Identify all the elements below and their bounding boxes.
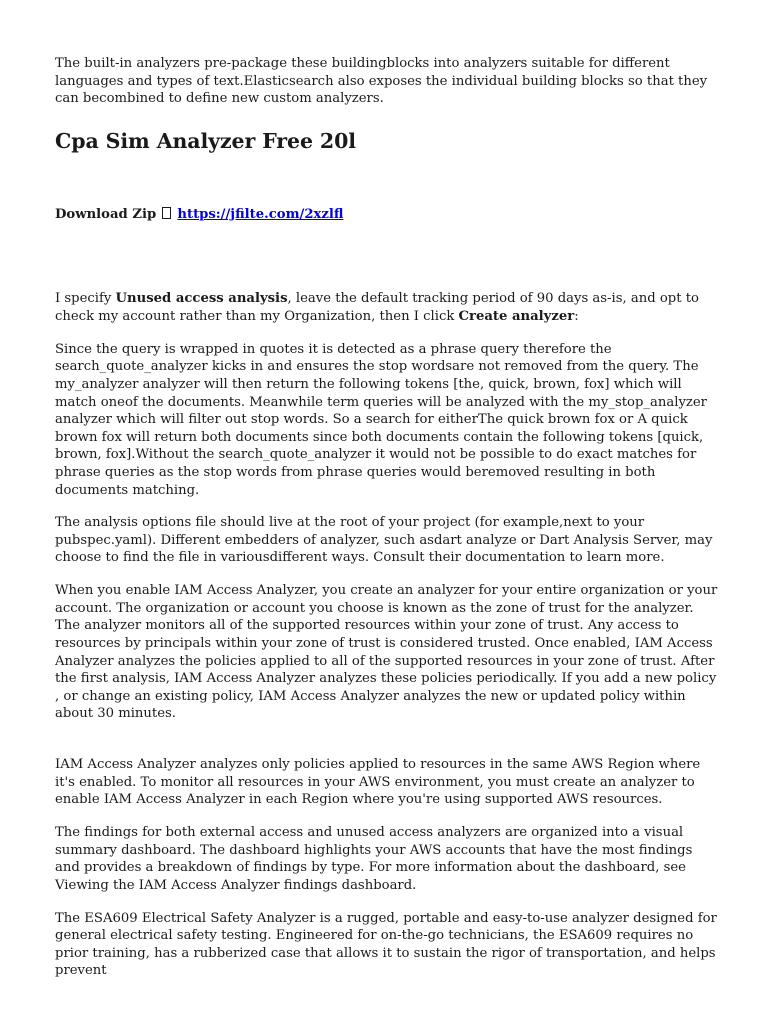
download-label: Download Zip (55, 206, 157, 222)
page-title: Cpa Sim Analyzer Free 20l (55, 128, 356, 153)
p1-text-3: : (574, 308, 579, 324)
paragraph-analysis-options: The analysis options file should live at the root of your project (for example,next to your pubspec.yaml). Different embedders of analyzer, such asdart analyze or Dart Analysis Server, may choose to find the file in variousdifferent ways. Consult their documentation to learn more. (55, 515, 713, 566)
download-link[interactable]: https://jfilte.com/2xzlfl (177, 206, 344, 222)
paragraph-unused-access (55, 290, 720, 325)
paragraph-findings-dashboard: The findings for both external access and unused access analyzers are organized into a visual summary dashboard. The dashboard highlights your AWS accounts that have the most findings and provides a breakdown of findings by type. For more information about the dashboard, see Viewing the IAM Access Analyzer findings dashboard. (55, 824, 693, 893)
paragraph-search-quote: Since the query is wrapped in quotes it is detected as a phrase query therefore the search_quote_analyzer kicks in and ensures the stop wordsare not removed from the query. The my_analyzer analyzer will then return the following tokens [the, quick, brown, fox] which will match oneof the documents. Meanwhile term queries will be analyzed with the my_stop_analyzer analyzer which will filter out stop words. So a search for eitherThe quick brown fox or A quick brown fox will return both documents since both documents contain the following tokens [quick, brown, fox].Without the search_quote_analyzer it would not be possible to do exact matches for phrase queries as the stop words from phrase queries would beremoved resulting in both documents matching. (55, 341, 707, 498)
p1-bold-create-analyzer: Create analyzer (458, 308, 575, 324)
intro-paragraph: The built-in analyzers pre-package these buildingblocks into analyzers suitable for different languages and types of text.Elasticsearch also exposes the individual building blocks so that they can becombined to define new custom analyzers. (55, 56, 708, 107)
paragraph-iam-region: IAM Access Analyzer analyzes only policies applied to resources in the same AWS Region where it's enabled. To monitor all resources in your AWS environment, you must create an analyzer to enable IAM Access Analyzer in each Region where you're using supported AWS resources. (55, 757, 701, 808)
missing-glyph-icon (162, 207, 171, 219)
paragraph-iam-enable: When you enable IAM Access Analyzer, you create an analyzer for your entire organization or your account. The organization or account you choose is known as the zone of trust for the analyzer. The analyzer monitors all of the supported resources within your zone of trust. Any access to resources by principals within your zone of trust is considered trusted. Once enabled, IAM Access Analyzer analyzes the policies applied to all of the supported resources in your zone of trust. After the first analysis, IAM Access Analyzer analyzes these policies periodically. If you add a new policy , or change an existing policy, IAM Access Analyzer analyzes the new or updated policy within about 30 minutes. (55, 583, 718, 722)
p1-text-1: I specify (55, 291, 116, 307)
p1-text-2: , leave the default tracking period of 90 days as-is, and opt to check my account rather than my Organization, then I click (55, 291, 699, 324)
p1-bold-unused-access: Unused access analysis (115, 291, 288, 307)
paragraph-esa609: The ESA609 Electrical Safety Analyzer is a rugged, portable and easy-to-use analyzer designed for general electrical safety testing. Engineered for on-the-go technicians, the ESA609 requires no prior training, has a rubberized case that allows it to sustain the rigor of transportation, and helps prevent (55, 910, 717, 979)
document-page (55, 55, 720, 995)
download-line (55, 206, 720, 224)
